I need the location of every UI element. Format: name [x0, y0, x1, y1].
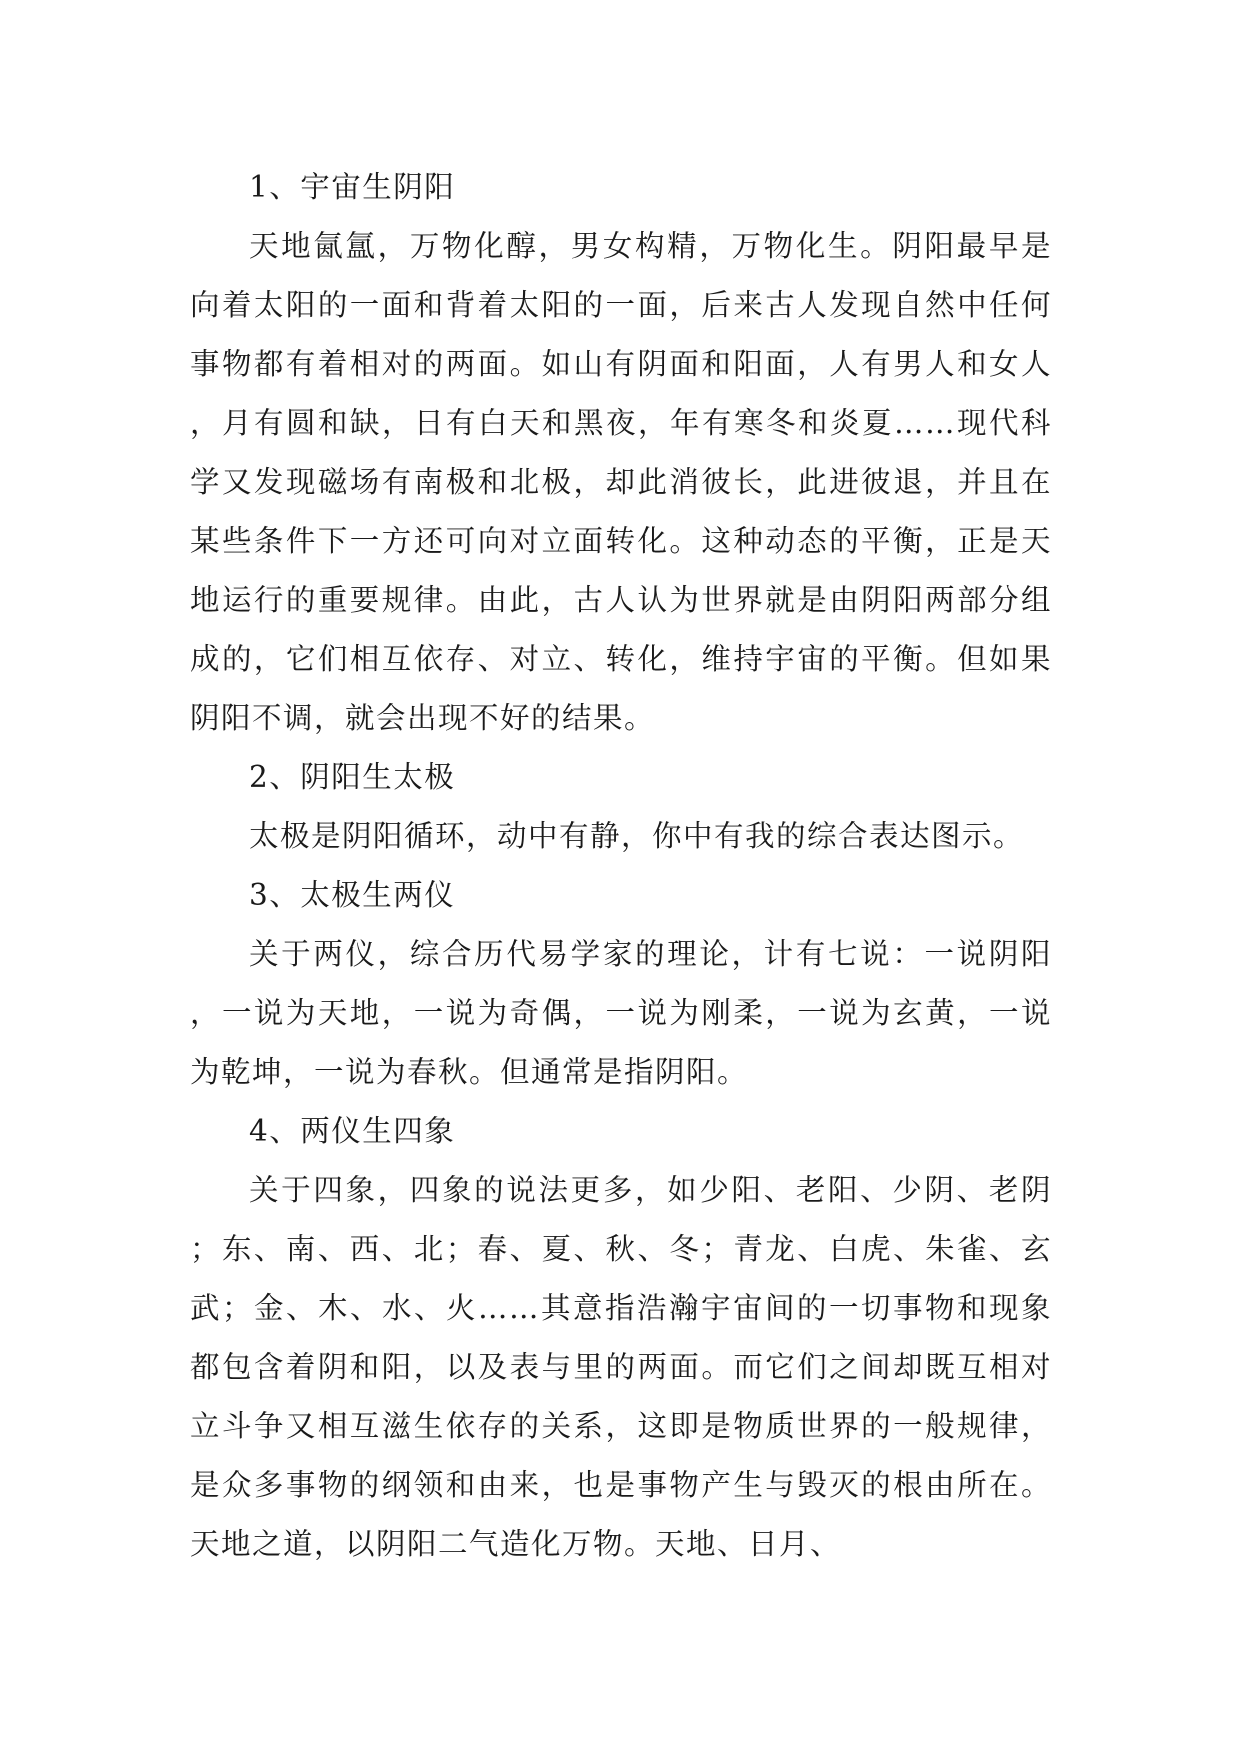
section-heading-1: 1、宇宙生阴阳 — [249, 170, 456, 204]
document-body — [190, 158, 1052, 1574]
paragraph: 关于四象，四象的说法更多，如少阳、老阳、少阴、老阴；东、南、西、北；春、夏、秋、冬；青龙、白虎、朱雀、玄武；金、木、水、火……其意指浩瀚宇宙间的一切事物和现象都包含着阴和阳，以及表与里的两面。而它们之间却既互相对立斗争又相互滋生依存的关系，这即是物质世界的一般规律，是众多事物的纲领和由来，也是事物产生与毁灭的根由所在。天地之道，以阴阳二气造化万物。天地、日月、 — [190, 1173, 1052, 1561]
paragraph: 太极是阴阳循环，动中有静，你中有我的综合表达图示。 — [249, 819, 1025, 853]
paragraph: 天地氤氲，万物化醇，男女构精，万物化生。阴阳最早是向着太阳的一面和背着太阳的一面，后来古人发现自然中任何事物都有着相对的两面。如山有阴面和阳面，人有男人和女人，月有圆和缺，日有白天和黑夜，年有寒冬和炎夏……现代科学又发现磁场有南极和北极，却此消彼长，此进彼退，并且在某些条件下一方还可向对立面转化。这种动态的平衡，正是天地运行的重要规律。由此，古人认为世界就是由阴阳两部分组成的，它们相互依存、对立、转化，维持宇宙的平衡。但如果阴阳不调，就会出现不好的结果。 — [190, 229, 1052, 735]
section-heading-2: 2、阴阳生太极 — [249, 760, 456, 794]
section-heading-3: 3、太极生两仪 — [249, 878, 456, 912]
section-heading-4: 4、两仪生四象 — [249, 1114, 456, 1148]
paragraph: 关于两仪，综合历代易学家的理论，计有七说：一说阴阳，一说为天地，一说为奇偶，一说为刚柔，一说为玄黄，一说为乾坤，一说为春秋。但通常是指阴阳。 — [190, 937, 1052, 1089]
